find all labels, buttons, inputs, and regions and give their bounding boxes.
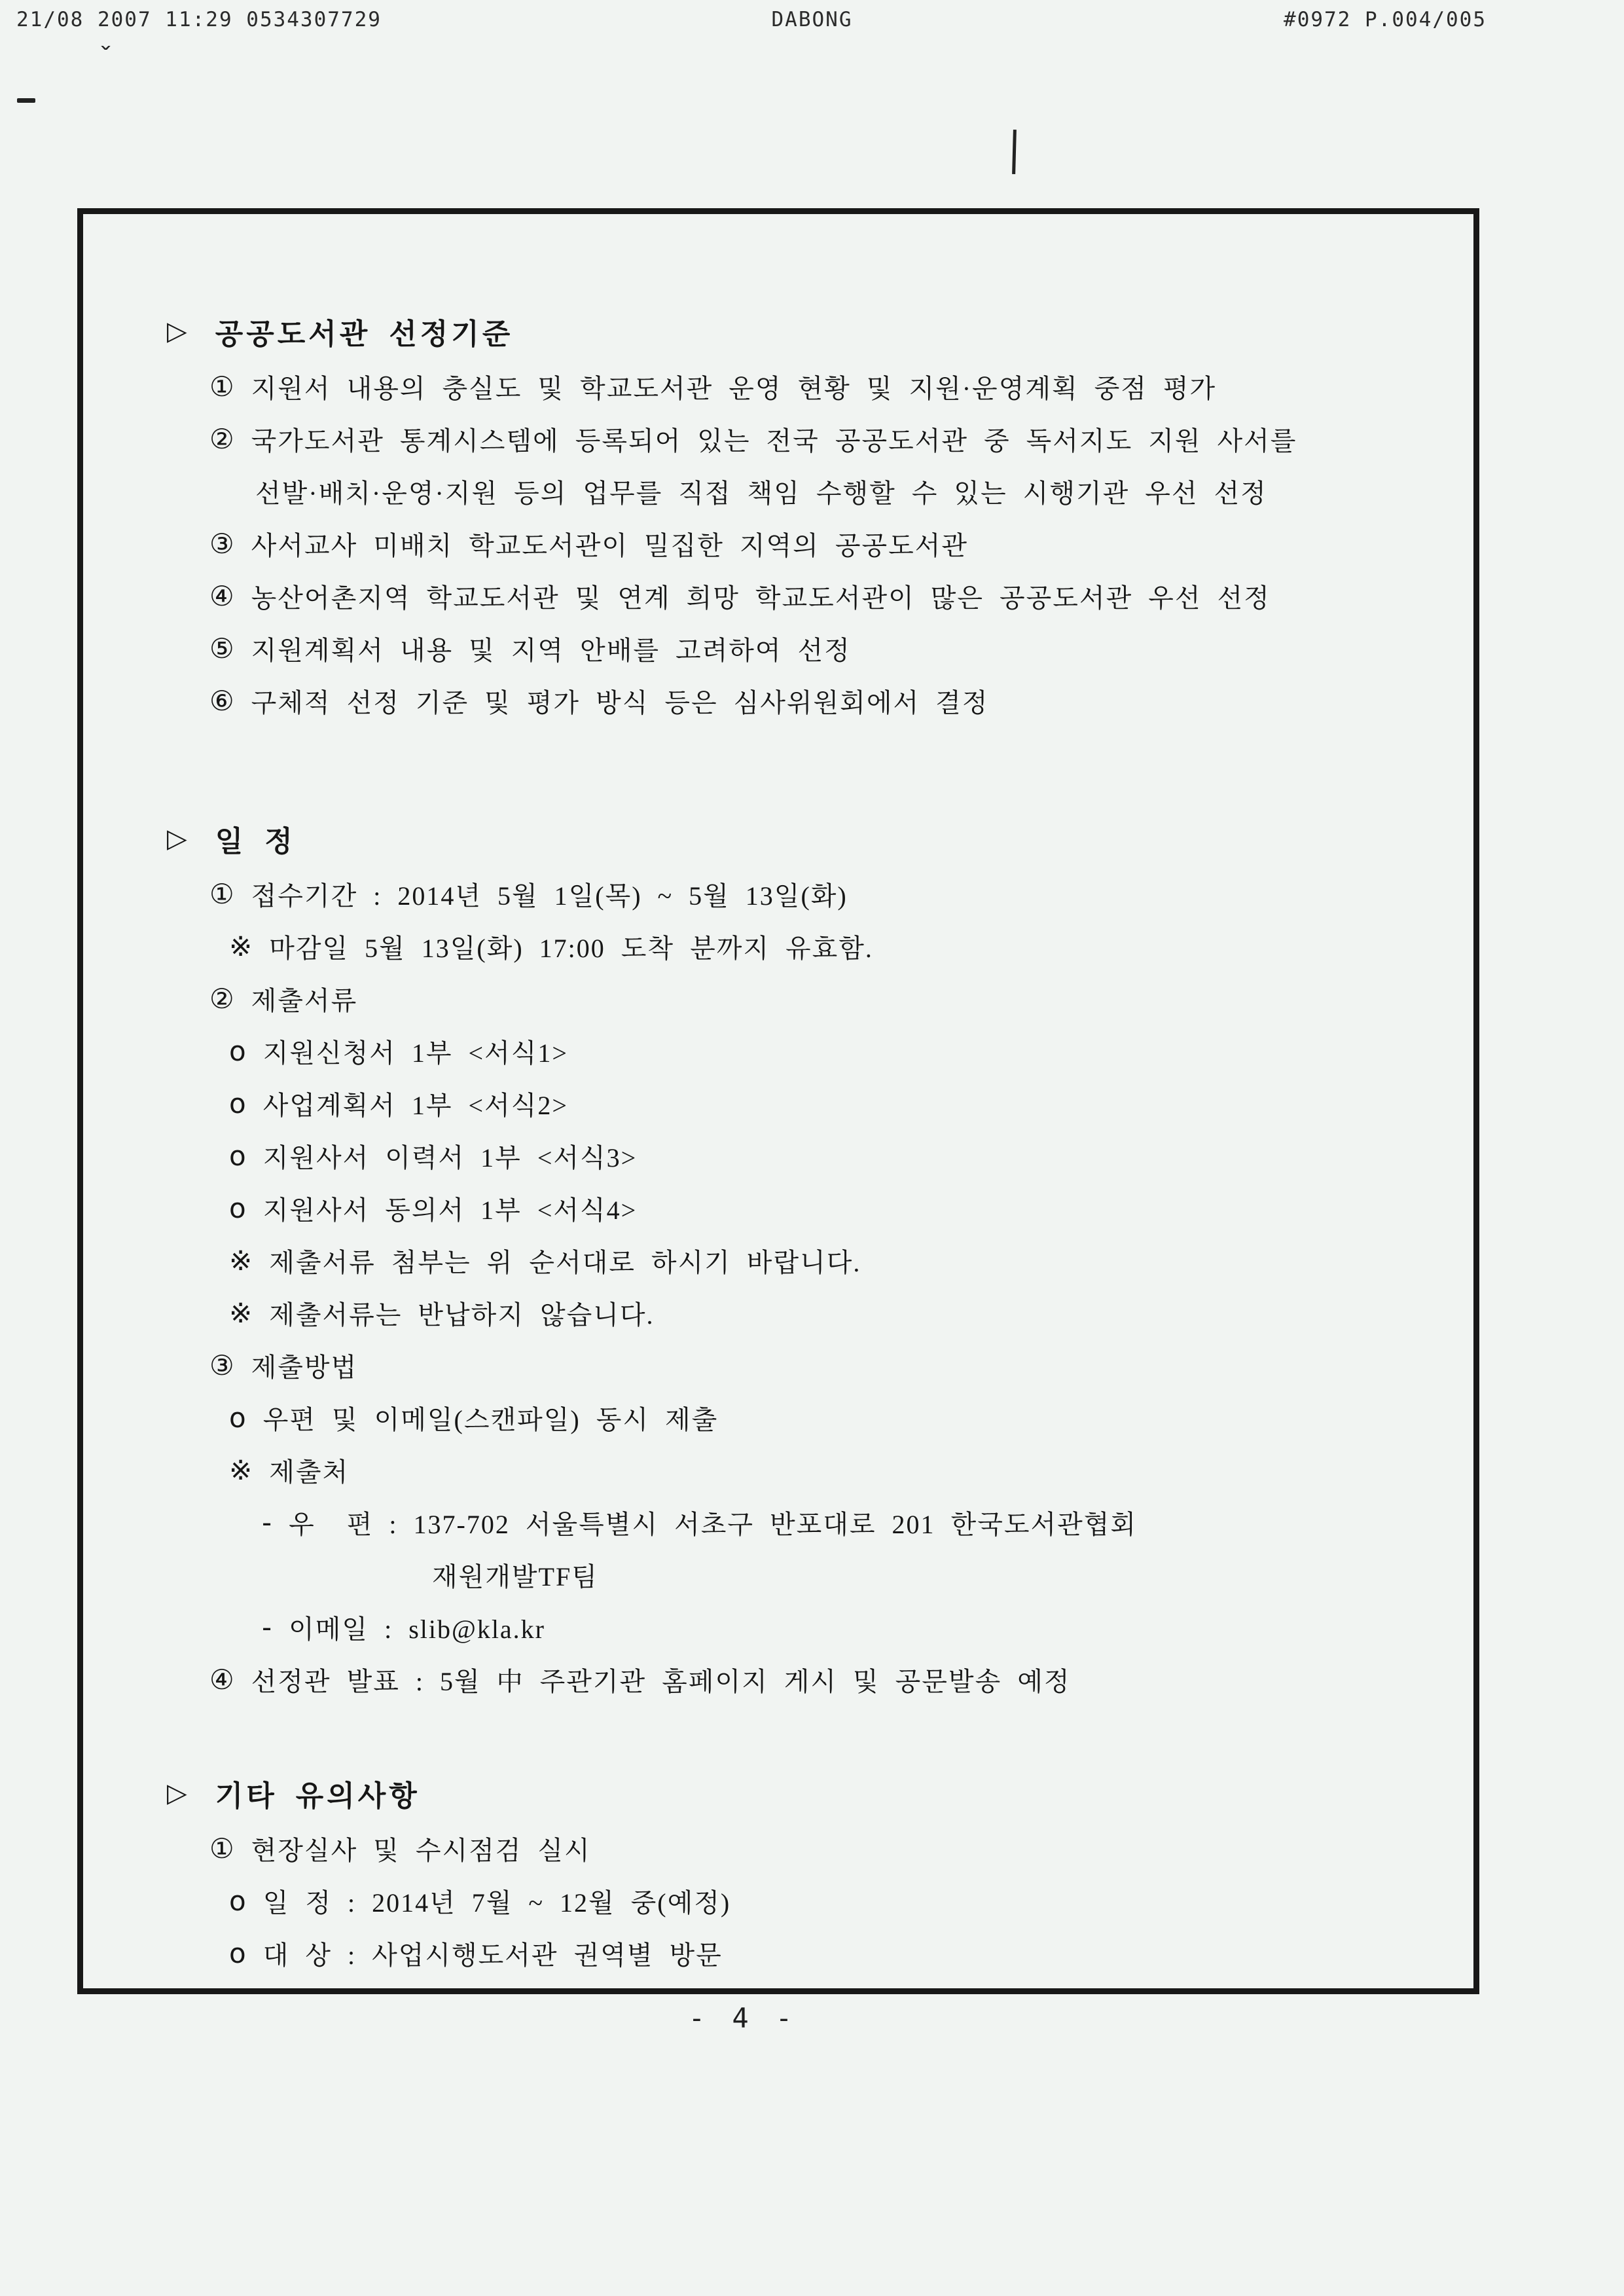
item-text: 이메일 : slib@kla.kr — [289, 1614, 546, 1644]
list-item — [229, 920, 1473, 972]
scan-artifact-tick-mark — [1012, 130, 1017, 174]
item-text: 일 정 : 2014년 7월 ~ 12월 중(예정) — [262, 1887, 731, 1918]
item-text: 사업계획서 1부 <서식2> — [262, 1090, 568, 1120]
item-bullet: ※ — [229, 930, 254, 962]
item-bullet: o — [229, 1884, 247, 1917]
item-bullet: ① — [209, 1832, 236, 1865]
list-item — [209, 972, 1473, 1025]
section-heading — [167, 302, 1473, 360]
list-item — [209, 1822, 1473, 1874]
item-bullet: ② — [209, 422, 236, 455]
item-text: 제출처 — [269, 1457, 350, 1487]
item-text: 지원계획서 내용 및 지역 안배를 고려하여 선정 — [251, 635, 851, 665]
item-text: 선발·배치·운영·지원 등의 업무를 직접 책임 수행할 수 있는 시행기관 우선 선정 — [255, 478, 1267, 508]
list-item — [209, 867, 1473, 920]
item-bullet: ④ — [209, 579, 236, 612]
item-text: 선정관 발표 : 5월 中 주관기관 홈페이지 게시 및 공문발송 예정 — [251, 1666, 1071, 1696]
list-item — [229, 1025, 1473, 1077]
list-item — [229, 1234, 1473, 1286]
list-item — [262, 1601, 1473, 1653]
list-item — [229, 1077, 1473, 1129]
section-other-notes — [83, 1764, 1473, 1979]
scan-artifact-check-mark: ˇ — [98, 43, 113, 68]
section-selection-criteria — [83, 302, 1473, 727]
item-bullet: o — [229, 1034, 247, 1067]
item-text: 지원사서 이력서 1부 <서식3> — [262, 1142, 638, 1173]
list-item — [262, 1496, 1473, 1548]
item-text: 제출방법 — [251, 1352, 358, 1382]
item-text: 제출서류 — [251, 985, 358, 1015]
scan-artifact-dash-mark — [17, 98, 35, 103]
fax-job-page-count: #0972 P.004/005 — [1284, 8, 1487, 31]
fax-sender-name: DABONG — [771, 8, 853, 31]
item-text: 제출서류는 반납하지 않습니다. — [269, 1300, 655, 1330]
item-bullet: o — [229, 1087, 247, 1120]
item-bullet: o — [229, 1937, 247, 1969]
section-title: 일 정 — [215, 826, 296, 858]
document-content — [83, 214, 1473, 1979]
item-bullet: ③ — [209, 527, 236, 560]
fax-header — [0, 5, 1624, 45]
item-text: 사서교사 미배치 학교도서관이 밀집한 지역의 공공도서관 — [251, 530, 969, 560]
item-bullet: - — [262, 1506, 274, 1539]
item-bullet: o — [229, 1139, 247, 1172]
page-number: - 4 - — [688, 2002, 798, 2034]
item-bullet: ※ — [229, 1244, 254, 1277]
list-item — [229, 1391, 1473, 1444]
triangle-bullet-icon: ▷ — [167, 1778, 190, 1808]
item-bullet: o — [229, 1192, 247, 1224]
item-text: 대 상 : 사업시행도서관 권역별 방문 — [262, 1940, 723, 1970]
list-item — [229, 1444, 1473, 1496]
item-text: 국가도서관 통계시스템에 등록되어 있는 전국 공공도서관 중 독서지도 지원 사서를 — [251, 426, 1297, 456]
item-text: 지원사서 동의서 1부 <서식4> — [262, 1195, 638, 1225]
item-bullet: ④ — [209, 1663, 236, 1696]
list-item — [209, 412, 1473, 465]
item-text: 지원신청서 1부 <서식1> — [262, 1038, 568, 1068]
list-item — [209, 360, 1473, 412]
list-item — [209, 1653, 1473, 1705]
item-bullet: ⑤ — [209, 632, 236, 665]
list-item — [229, 1927, 1473, 1979]
list-item — [209, 1339, 1473, 1391]
section-title: 기타 유의사항 — [215, 1780, 420, 1812]
item-bullet: o — [229, 1401, 247, 1434]
section-title: 공공도서관 선정기준 — [215, 318, 514, 350]
section-schedule — [83, 810, 1473, 1705]
item-text: 제출서류 첨부는 위 순서대로 하시기 바랍니다. — [269, 1247, 861, 1277]
list-item-continuation — [432, 1548, 1473, 1601]
section-heading — [167, 1764, 1473, 1822]
document-border-box — [77, 208, 1479, 1994]
list-item — [229, 1129, 1473, 1182]
triangle-bullet-icon: ▷ — [167, 824, 190, 854]
item-text: 현장실사 및 수시점검 실시 — [251, 1835, 591, 1865]
list-item — [229, 1182, 1473, 1234]
item-bullet: ② — [209, 982, 236, 1015]
list-item — [209, 517, 1473, 570]
item-bullet: ※ — [229, 1453, 254, 1486]
item-bullet: ① — [209, 370, 236, 403]
item-text: 구체적 선정 기준 및 평가 방식 등은 심사위원회에서 결정 — [251, 687, 989, 718]
list-item — [209, 570, 1473, 622]
list-item — [209, 674, 1473, 727]
list-item — [209, 622, 1473, 674]
item-bullet: ⑥ — [209, 684, 236, 717]
item-bullet: ※ — [229, 1296, 254, 1329]
list-item-continuation — [255, 465, 1473, 517]
fax-datetime-number: 21/08 2007 11:29 0534307729 — [16, 8, 382, 31]
list-item — [229, 1874, 1473, 1927]
section-heading — [167, 810, 1473, 867]
item-text: 마감일 5월 13일(화) 17:00 도착 분까지 유효함. — [269, 933, 873, 963]
item-text: 재원개발TF팀 — [432, 1561, 598, 1592]
item-text: 농산어촌지역 학교도서관 및 연계 희망 학교도서관이 많은 공공도서관 우선 선정 — [251, 583, 1271, 613]
item-text: 접수기간 : 2014년 5월 1일(목) ~ 5월 13일(화) — [251, 881, 848, 911]
item-bullet: ③ — [209, 1349, 236, 1381]
item-bullet: - — [262, 1611, 274, 1643]
item-bullet: ① — [209, 877, 236, 910]
triangle-bullet-icon: ▷ — [167, 316, 190, 346]
list-item — [229, 1286, 1473, 1339]
item-text: 지원서 내용의 충실도 및 학교도서관 운영 현황 및 지원·운영계획 중점 평가 — [251, 373, 1217, 403]
item-text: 우편 및 이메일(스캔파일) 동시 제출 — [262, 1404, 719, 1434]
item-text: 우 편 : 137-702 서울특별시 서초구 반포대로 201 한국도서관협회 — [289, 1509, 1138, 1539]
